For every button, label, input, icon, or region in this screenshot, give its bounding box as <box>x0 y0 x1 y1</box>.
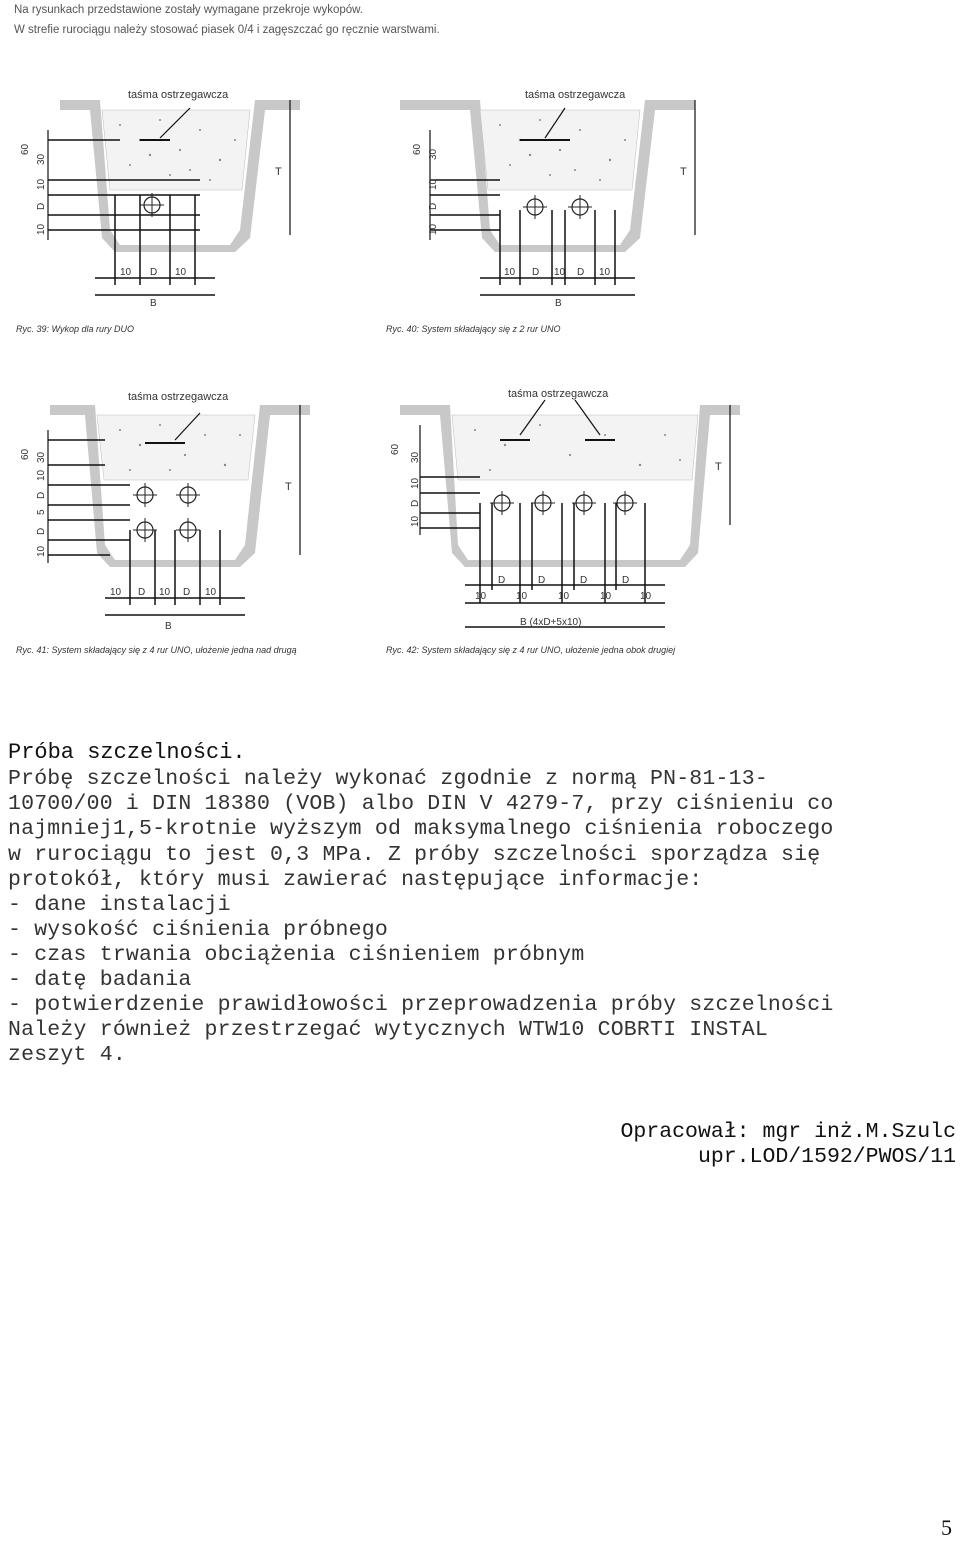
body-line: w rurociągu to jest 0,3 MPa. Z próby szczelności sporządza się <box>8 843 821 867</box>
dim-label: 30 <box>410 451 421 463</box>
dim-label: 10 <box>410 515 421 527</box>
dim-label: D <box>580 575 588 586</box>
note-line-1: Na rysunkach przedstawione zostały wymagane przekroje wykopów. <box>14 4 363 16</box>
dim-label: 10 <box>175 267 187 278</box>
dim-label: D <box>577 267 585 278</box>
dim-label: 10 <box>600 591 612 602</box>
width-label: B <box>555 298 562 309</box>
body-line: Próbę szczelności należy wykonać zgodnie z normą PN-81-13- <box>8 767 768 791</box>
dim-label: 10 <box>428 223 439 235</box>
dim-label: 10 <box>36 178 47 190</box>
dim-label: 10 <box>516 591 528 602</box>
dim-label: 60 <box>20 448 31 460</box>
warning-tape-label: taśma ostrzegawcza <box>128 89 229 101</box>
dim-label: D <box>36 202 47 210</box>
dim-label: D <box>138 587 146 598</box>
figure-39 <box>10 80 310 340</box>
body-line: - potwierdzenie prawidłowości przeprowadzenia próby szczelności <box>8 993 834 1017</box>
dim-label: 10 <box>36 223 47 235</box>
height-label: T <box>715 461 722 473</box>
dim-label: 10 <box>428 178 439 190</box>
body-line: protokół, który musi zawierać następujące informacje: <box>8 868 703 892</box>
dim-label: 10 <box>504 267 516 278</box>
figure-caption: Ryc. 42: System składający się z 4 rur UNO, ułożenie jedna obok drugiej <box>386 645 676 655</box>
dim-label: 10 <box>554 267 566 278</box>
dim-label: D <box>532 267 540 278</box>
note-line-2: W strefie rurociągu należy stosować piasek 0/4 i zagęszczać go ręcznie warstwami. <box>14 24 440 36</box>
dim-label: D <box>36 491 47 499</box>
body-line: - dane instalacji <box>8 893 231 917</box>
width-label: B (4xD+5x10) <box>520 617 582 628</box>
dim-label: 10 <box>36 469 47 481</box>
dim-label: 10 <box>475 591 487 602</box>
body-line: - wysokość ciśnienia próbnego <box>8 918 388 942</box>
height-label: T <box>285 481 292 493</box>
body-line: najmniej1,5-krotnie wyższym od maksymalnego ciśnienia roboczego <box>8 817 834 841</box>
dim-label: D <box>498 575 506 586</box>
reference-line: upr.LOD/1592/PWOS/11 <box>697 1145 956 1169</box>
dim-label: 10 <box>640 591 652 602</box>
dim-label: D <box>36 527 47 535</box>
figure-caption: Ryc. 39: Wykop dla rury DUO <box>16 324 135 334</box>
page-number: 5 <box>941 1515 952 1540</box>
warning-tape-label: taśma ostrzegawcza <box>525 89 626 101</box>
width-label: B <box>150 298 157 309</box>
figure-40 <box>380 80 700 340</box>
height-label: T <box>275 166 282 178</box>
warning-tape-label: taśma ostrzegawcza <box>128 391 229 403</box>
dim-label: D <box>410 499 421 507</box>
dim-label: 10 <box>205 587 217 598</box>
warning-tape-label: taśma ostrzegawcza <box>508 388 609 400</box>
dim-label: D <box>150 267 158 278</box>
height-label: T <box>680 166 687 178</box>
dim-label: 60 <box>20 143 31 155</box>
dim-label: 10 <box>159 587 171 598</box>
body-line: Należy również przestrzegać wytycznych WTW10 COBRTI INSTAL <box>8 1018 768 1042</box>
width-label: B <box>165 621 172 632</box>
dim-label: D <box>622 575 630 586</box>
body-line: - datę badania <box>8 968 192 992</box>
figure-caption: Ryc. 40: System składający się z 2 rur UNO <box>386 324 561 334</box>
body-line: 10700/00 i DIN 18380 (VOB) albo DIN V 4279-7, przy ciśnieniu co <box>8 792 834 816</box>
dim-label: 10 <box>110 587 122 598</box>
dim-label: 10 <box>120 267 132 278</box>
dim-label: 30 <box>428 148 439 160</box>
dim-label: D <box>428 202 439 210</box>
figure-caption: Ryc. 41: System składający się z 4 rur UNO, ułożenie jedna nad drugą <box>16 645 297 655</box>
dim-label: 60 <box>412 143 423 155</box>
section-heading: Próba szczelności. <box>8 740 246 765</box>
dim-label: 60 <box>390 443 401 455</box>
dim-label: 30 <box>36 451 47 463</box>
figure-41 <box>10 385 320 660</box>
figure-42 <box>380 385 760 660</box>
body-line: - czas trwania obciążenia ciśnieniem próbnym <box>8 943 585 967</box>
dim-label: 10 <box>410 477 421 489</box>
dim-label: 10 <box>36 545 47 557</box>
author-line: Opracował: mgr inż.M.Szulc <box>620 1120 956 1144</box>
dim-label: 30 <box>36 153 47 165</box>
dim-label: D <box>183 587 191 598</box>
dim-label: 10 <box>599 267 611 278</box>
dim-label: 5 <box>36 509 47 515</box>
dim-label: D <box>538 575 546 586</box>
body-line: zeszyt 4. <box>8 1043 126 1067</box>
dim-label: 10 <box>558 591 570 602</box>
